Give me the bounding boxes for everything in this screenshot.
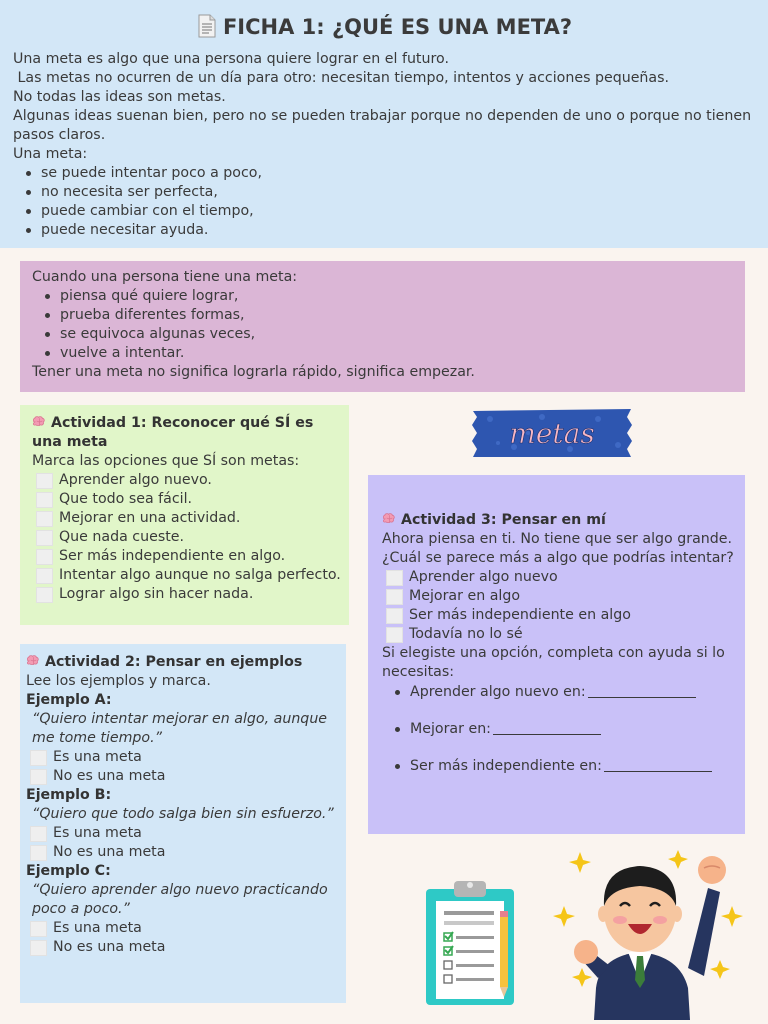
activity-2-title-text: Actividad 2: Pensar en ejemplos	[45, 654, 303, 670]
meta-traits-list	[23, 164, 756, 240]
fill-in-label: Mejorar en:	[410, 721, 491, 737]
option-label: Todavía no lo sé	[409, 626, 523, 642]
activity-1-box	[20, 405, 349, 625]
checkbox[interactable]	[30, 826, 47, 842]
option-label: Aprender algo nuevo	[409, 569, 558, 585]
checkbox-option[interactable]	[30, 938, 340, 957]
activity-3-line: Ahora piensa en ti. No tiene que ser algo grande.	[382, 531, 732, 547]
example-quote: “Quiero que todo salga bien sin esfuerzo.”	[32, 806, 334, 822]
brain-icon	[382, 513, 397, 525]
goal-process-box	[20, 261, 745, 392]
example-label: Ejemplo B:	[26, 787, 112, 803]
checkbox-option[interactable]	[30, 843, 340, 862]
checkbox[interactable]	[36, 473, 53, 489]
checkbox-option[interactable]	[386, 625, 735, 644]
list-item: puede necesitar ayuda.	[23, 221, 756, 240]
activity-2-title	[26, 653, 340, 672]
checkbox[interactable]	[30, 845, 47, 861]
activity-3-title-text: Actividad 3: Pensar en mí	[401, 512, 606, 528]
intro-line: Una meta es algo que una persona quiere lograr en el futuro.	[13, 51, 449, 67]
option-label: Ser más independiente en algo	[409, 607, 631, 623]
brain-icon	[26, 655, 41, 667]
checkbox[interactable]	[30, 769, 47, 785]
goal-process-closing: Tener una meta no significa lograrla rápido, significa empezar.	[32, 364, 475, 380]
sticker-text: metas	[509, 417, 595, 450]
example-label: Ejemplo A:	[26, 692, 112, 708]
document-icon	[197, 14, 217, 38]
checkbox-option[interactable]	[36, 490, 343, 509]
checkbox-option[interactable]	[30, 748, 340, 767]
checkbox-option[interactable]	[36, 547, 343, 566]
brain-icon	[32, 416, 47, 428]
checkbox-option[interactable]	[36, 471, 343, 490]
checkbox[interactable]	[386, 570, 403, 586]
list-item: vuelve a intentar.	[42, 344, 733, 363]
intro-line: Las metas no ocurren de un día para otro: necesitan tiempo, intentos y acciones pequeñas.	[13, 70, 670, 86]
example-quote: “Quiero intentar mejorar en algo, aunque me tome tiempo.”	[32, 711, 328, 746]
option-label: Intentar algo aunque no salga perfecto.	[59, 567, 341, 583]
option-label: Mejorar en algo	[409, 588, 521, 604]
fill-in-blank[interactable]	[493, 722, 601, 735]
option-label: No es una meta	[53, 844, 166, 860]
checkbox-option[interactable]	[30, 919, 340, 938]
metas-sticker	[470, 407, 634, 459]
list-item: no necesita ser perfecta,	[23, 183, 756, 202]
checkbox[interactable]	[386, 608, 403, 624]
option-label: Lograr algo sin hacer nada.	[59, 586, 254, 602]
intro-section	[0, 0, 768, 248]
fill-in-item	[392, 720, 735, 739]
list-item: puede cambiar con el tiempo,	[23, 202, 756, 221]
intro-line: No todas las ideas son metas.	[13, 89, 226, 105]
option-label: Es una meta	[53, 825, 142, 841]
clipboard-checklist-icon	[420, 875, 520, 1007]
option-label: Es una meta	[53, 749, 142, 765]
checkbox-option[interactable]	[386, 606, 735, 625]
activity-3-followup: Si elegiste una opción, completa con ayuda si lo necesitas:	[382, 645, 725, 680]
option-label: Ser más independiente en algo.	[59, 548, 286, 564]
checkbox[interactable]	[36, 568, 53, 584]
checkbox-option[interactable]	[36, 509, 343, 528]
checkbox-option[interactable]	[36, 528, 343, 547]
page-title: FICHA 1: ¿QUÉ ES UNA META?	[222, 15, 573, 39]
fill-in-item	[392, 757, 735, 776]
intro-line: Algunas ideas suenan bien, pero no se pueden trabajar porque no dependen de uno o porque no tienen pasos claros.	[13, 108, 752, 143]
intro-line: Una meta:	[13, 146, 88, 162]
checkbox-option[interactable]	[386, 587, 735, 606]
option-label: Es una meta	[53, 920, 142, 936]
checkbox[interactable]	[36, 549, 53, 565]
option-label: Que todo sea fácil.	[59, 491, 193, 507]
activity-3-box	[368, 475, 745, 834]
option-label: Mejorar en una actividad.	[59, 510, 241, 526]
checkbox[interactable]	[36, 492, 53, 508]
activity-1-title	[32, 414, 343, 452]
fill-in-list	[392, 683, 735, 776]
goal-process-intro: Cuando una persona tiene una meta:	[32, 269, 298, 285]
list-item: prueba diferentes formas,	[42, 306, 733, 325]
fill-in-label: Ser más independiente en:	[410, 758, 602, 774]
list-item: se equivoca algunas veces,	[42, 325, 733, 344]
checkbox[interactable]	[36, 530, 53, 546]
activity-1-title-text: Actividad 1: Reconocer qué SÍ es una meta	[32, 415, 314, 450]
checkbox[interactable]	[36, 511, 53, 527]
goal-process-list	[42, 287, 733, 363]
activity-2-instruction: Lee los ejemplos y marca.	[26, 673, 211, 689]
checkbox-option[interactable]	[386, 568, 735, 587]
checkbox[interactable]	[30, 940, 47, 956]
fill-in-blank[interactable]	[588, 685, 696, 698]
checkbox[interactable]	[36, 587, 53, 603]
example-label: Ejemplo C:	[26, 863, 111, 879]
fill-in-item	[392, 683, 735, 702]
fill-in-blank[interactable]	[604, 759, 712, 772]
activity-1-instruction: Marca las opciones que SÍ son metas:	[32, 453, 300, 469]
checkbox-option[interactable]	[36, 585, 343, 604]
cheering-businessman-illustration	[548, 848, 748, 1020]
example-quote: “Quiero aprender algo nuevo practicando poco a poco.”	[32, 882, 328, 917]
checkbox[interactable]	[386, 589, 403, 605]
checkbox[interactable]	[386, 627, 403, 643]
checkbox-option[interactable]	[30, 767, 340, 786]
list-item: se puede intentar poco a poco,	[23, 164, 756, 183]
option-label: Aprender algo nuevo.	[59, 472, 212, 488]
option-label: No es una meta	[53, 768, 166, 784]
fill-in-label: Aprender algo nuevo en:	[410, 684, 586, 700]
checkbox[interactable]	[30, 750, 47, 766]
option-label: No es una meta	[53, 939, 166, 955]
checkbox[interactable]	[30, 921, 47, 937]
option-label: Que nada cueste.	[59, 529, 185, 545]
activity-2-box	[20, 644, 346, 1003]
checkbox-option[interactable]	[36, 566, 343, 585]
list-item: piensa qué quiere lograr,	[42, 287, 733, 306]
activity-3-title	[382, 511, 735, 530]
page-title-row	[13, 12, 756, 42]
checkbox-option[interactable]	[30, 824, 340, 843]
activity-3-line: ¿Cuál se parece más a algo que podrías intentar?	[382, 550, 734, 566]
